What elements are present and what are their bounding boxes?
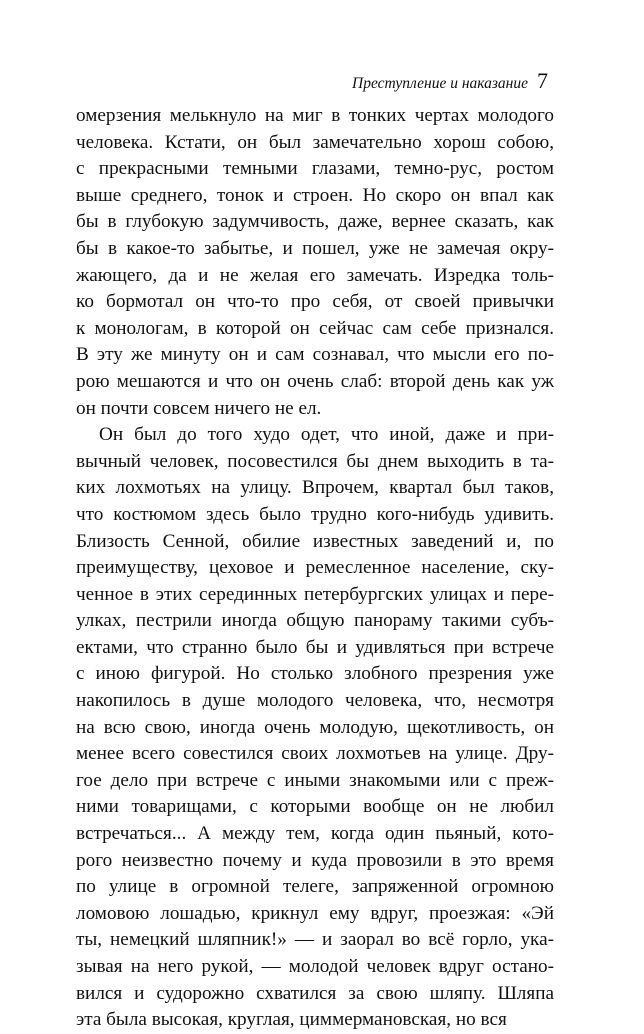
text-line: ких лохмотьях на улицу. Впрочем, квартал был таков, [76, 477, 554, 499]
text-line: преимуществу, цеховое и ремесленное население, ску- [76, 557, 554, 579]
text-line: Он был до того худо одет, что иной, даже и при- [99, 424, 554, 446]
text-line: ко бормотал он что-то про себя, от своей привычки [76, 291, 554, 313]
text-line: человека. Кстати, он был замечательно хорош собою, [76, 131, 554, 153]
running-title: Преступление и наказание [352, 75, 528, 92]
page-number: 7 [537, 68, 548, 93]
text-line: эта была высокая, круглая, циммермановская, но вся [76, 1009, 507, 1031]
text-line: с прекрасными темными глазами, темно-рус, ростом [76, 158, 554, 180]
text-line: выше среднего, тонок и строен. Но скоро он впал как [76, 184, 554, 206]
text-line: жающего, да и не желая его замечать. Изредка толь- [76, 264, 554, 286]
text-line: рого неизвестно почему и куда провозили в это время [76, 849, 554, 871]
text-line: к монологам, в которой он сейчас сам себе признался. [76, 317, 554, 339]
text-line: бы в какое-то забытье, и пошел, уже не замечая окру- [76, 237, 554, 259]
text-line: улках, пестрили иногда общую панораму такими субъ- [76, 610, 554, 632]
text-line: ектами, что странно было бы и удивляться при встрече [76, 636, 554, 658]
text-line: с иною фигурой. Но столько злобного презрения уже [76, 663, 554, 685]
text-line: омерзения мелькнуло на миг в тонких чертах молодого [76, 105, 554, 126]
text-line: он почти совсем ничего не ел. [76, 397, 322, 419]
text-line: вычный человек, посовестился бы днем выходить в та- [76, 450, 554, 472]
text-line: ними товарищами, с которыми вообще он не любил [76, 796, 554, 818]
text-line: гое дело при встрече с иными знакомыми или с преж- [76, 769, 554, 791]
text-line: ломовою лошадью, крикнул ему вдруг, проезжая: «Эй [76, 902, 554, 924]
text-line: вился и судорожно схватился за свою шляпу. Шляпа [76, 982, 554, 1004]
text-line: В эту же минуту он и сам сознавал, что мысли его по- [76, 344, 554, 366]
text-line: рою мешаются и что он очень слаб: второй день как уж [76, 370, 554, 392]
text-line: зывая на него рукой, — молодой человек вдруг остано- [76, 956, 554, 977]
text-line: бы в глубокую задумчивость, даже, вернее сказать, как [76, 211, 554, 233]
text-line: что костюмом здесь было трудно кого-нибудь удивить. [76, 503, 554, 525]
text-line: Близость Сенной, обилие известных заведений и, по [76, 530, 554, 552]
text-line: ченное в этих серединных петербургских улицах и пере- [76, 583, 554, 605]
text-line: по улице в огромной телеге, запряженной огромною [76, 876, 554, 898]
body-text [76, 103, 554, 1034]
text-line: ты, немецкий шляпник!» — и заорал во всё горло, ука- [76, 929, 554, 951]
text-line: менее всего совестился своих лохмотьев на улице. Дру- [76, 743, 554, 765]
running-head [352, 68, 548, 94]
text-line: на всю свою, иногда очень молодую, щекотливость, он [76, 716, 554, 738]
text-line: встречаться... А между тем, когда один пьяный, кото- [76, 823, 554, 845]
text-line: накопилось в душе молодого человека, что, несмотря [76, 690, 554, 712]
